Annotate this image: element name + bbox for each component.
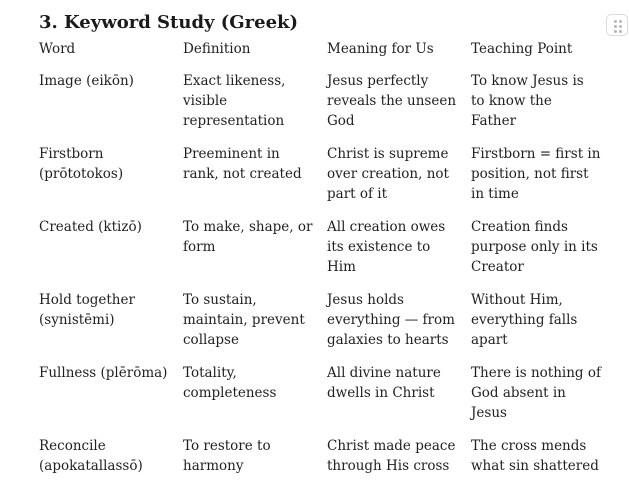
table-row xyxy=(39,363,609,436)
column-header-teaching-point: Teaching Point xyxy=(471,41,573,57)
cell-definition: Exact likeness, visible representation xyxy=(183,73,286,129)
cell-teaching-point: Firstborn = first in position, not first in time xyxy=(471,146,601,202)
cell-teaching-point: Creation finds purpose only in its Creator xyxy=(471,219,598,275)
table-row xyxy=(39,144,609,217)
cell-word: Image (eikōn) xyxy=(39,73,134,89)
cell-teaching-point: Without Him, everything falls apart xyxy=(471,292,578,348)
cell-meaning: All divine nature dwells in Christ xyxy=(327,365,441,401)
cell-definition: To sustain, maintain, prevent collapse xyxy=(183,292,305,348)
table-row xyxy=(39,290,609,363)
cell-meaning: Jesus perfectly reveals the unseen God xyxy=(327,73,457,129)
cell-definition: To make, shape, or form xyxy=(183,219,313,255)
cell-definition: To restore to harmony xyxy=(183,438,271,474)
cell-teaching-point: To know Jesus is to know the Father xyxy=(471,73,584,129)
cell-word: Reconcile (apokatallassō) xyxy=(39,438,143,474)
column-header-word: Word xyxy=(39,41,76,57)
table-header-row xyxy=(39,39,609,71)
cell-definition: Totality, completeness xyxy=(183,365,277,401)
table-row xyxy=(39,436,609,489)
cell-word: Firstborn (prōtotokos) xyxy=(39,146,124,182)
cell-word: Hold together (synistēmi) xyxy=(39,292,135,328)
column-header-definition: Definition xyxy=(183,41,251,57)
table-row xyxy=(39,217,609,290)
cell-meaning: Jesus holds everything — from galaxies to hearts xyxy=(327,292,455,348)
cell-teaching-point: The cross mends what sin shattered xyxy=(471,438,599,474)
cell-word: Created (ktizō) xyxy=(39,219,142,235)
column-header-meaning: Meaning for Us xyxy=(327,41,434,57)
table-row xyxy=(39,71,609,144)
keyword-study-table xyxy=(39,39,609,489)
section-heading: 3. Keyword Study (Greek) xyxy=(39,12,299,33)
cell-definition: Preeminent in rank, not created xyxy=(183,146,302,182)
cell-meaning: Christ made peace through His cross xyxy=(327,438,456,474)
cell-word: Fullness (plērōma) xyxy=(39,365,168,381)
table-drag-handle[interactable] xyxy=(606,14,628,36)
cell-teaching-point: There is nothing of God absent in Jesus xyxy=(471,365,601,421)
document-body xyxy=(39,11,609,489)
cell-meaning: Christ is supreme over creation, not part of it xyxy=(327,146,449,202)
cell-meaning: All creation owes its existence to Him xyxy=(327,219,446,275)
